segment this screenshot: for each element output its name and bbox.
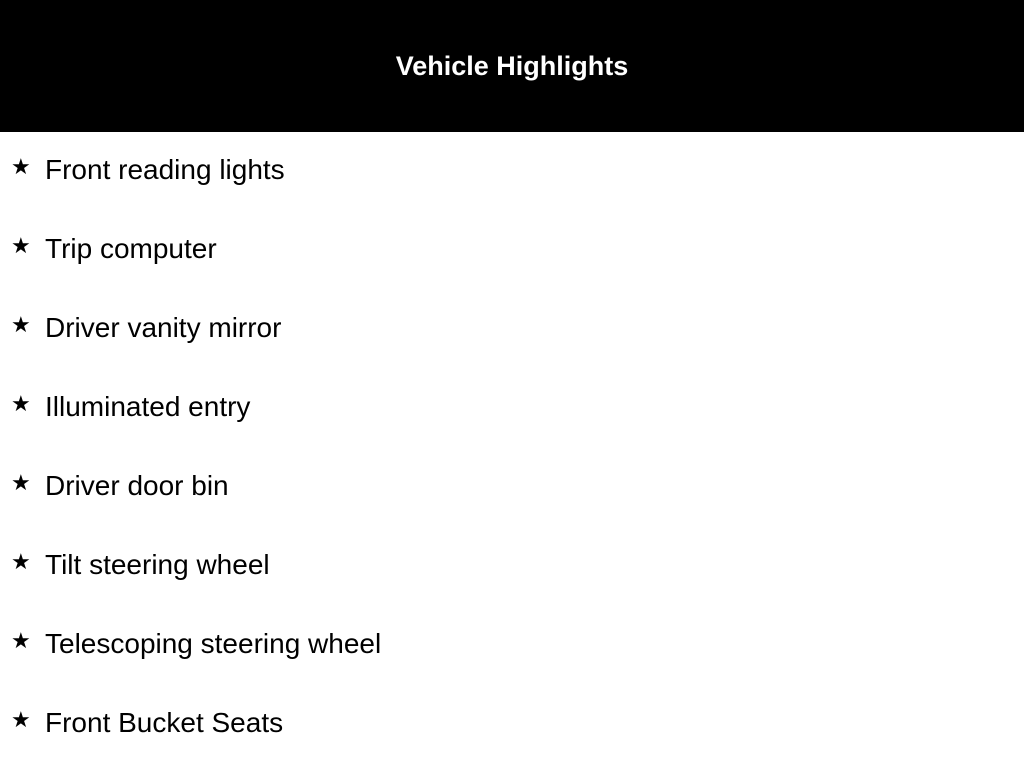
highlights-list — [0, 132, 1024, 764]
star-icon: ★ — [11, 312, 31, 337]
star-icon: ★ — [11, 391, 31, 416]
list-item — [0, 211, 1024, 290]
page-title: Vehicle Highlights — [395, 50, 629, 81]
list-item-label: Front Bucket Seats — [45, 707, 284, 738]
list-item-label: Driver vanity mirror — [45, 312, 282, 343]
list-item-label: Trip computer — [45, 233, 217, 264]
list-item — [0, 606, 1024, 685]
star-icon: ★ — [11, 154, 31, 179]
list-item — [0, 448, 1024, 527]
star-icon: ★ — [11, 470, 31, 495]
list-item — [0, 685, 1024, 764]
list-item-label: Front reading lights — [45, 154, 285, 185]
list-item-label: Driver door bin — [45, 470, 229, 501]
list-item — [0, 369, 1024, 448]
page-header — [0, 0, 1024, 132]
list-item — [0, 132, 1024, 211]
list-item — [0, 527, 1024, 606]
star-icon: ★ — [11, 549, 31, 574]
star-icon: ★ — [11, 628, 31, 653]
star-icon: ★ — [11, 707, 31, 732]
star-icon: ★ — [11, 233, 31, 258]
list-item-label: Illuminated entry — [45, 391, 251, 422]
list-item — [0, 290, 1024, 369]
list-item-label: Telescoping steering wheel — [45, 628, 382, 659]
list-item-label: Tilt steering wheel — [45, 549, 270, 580]
